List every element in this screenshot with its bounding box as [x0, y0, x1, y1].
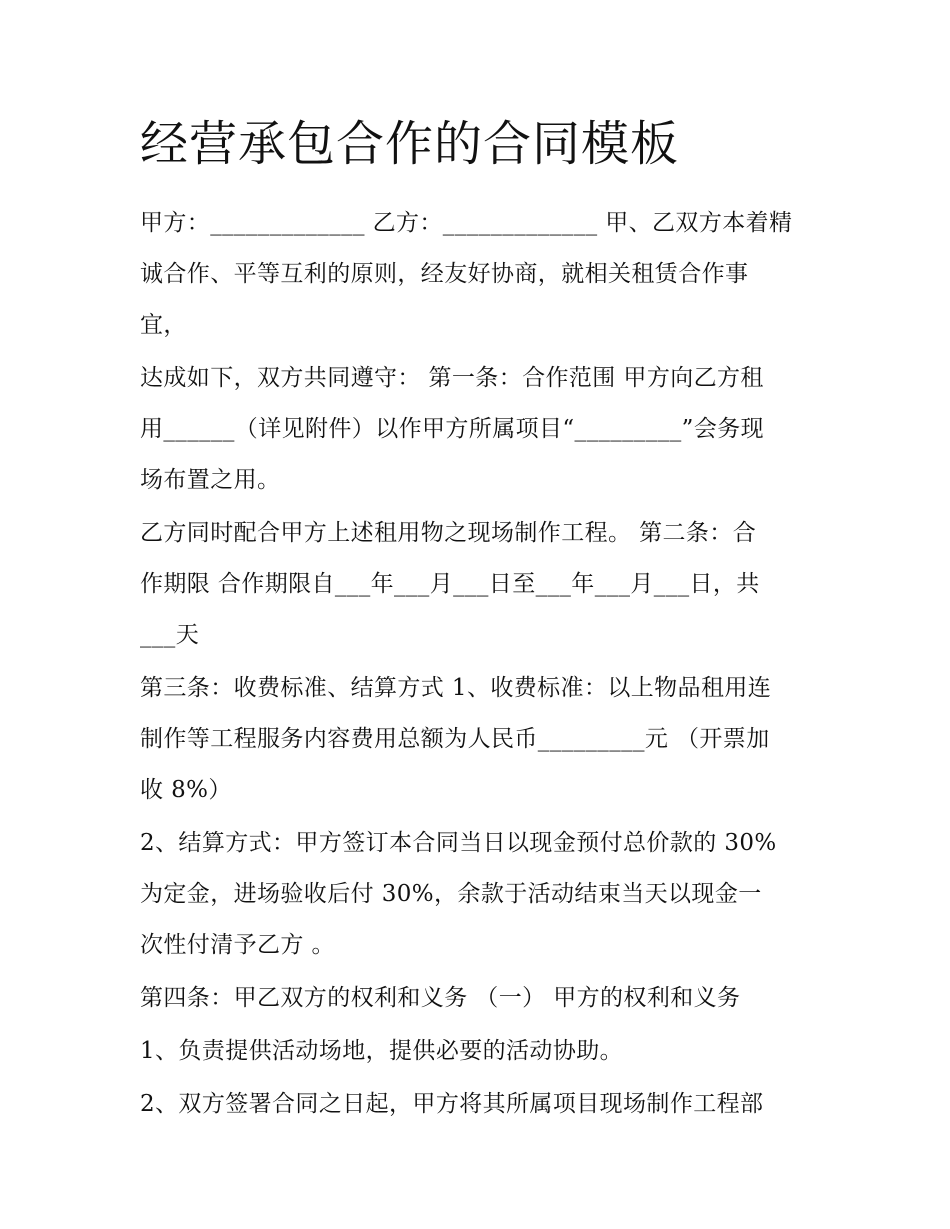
text-line: ___天 [140, 622, 200, 648]
text-line: 作期限 合作期限自___年___月___日至___年___月___日，共 [140, 571, 760, 597]
text-line: 第三条：收费标准、结算方式 1、收费标准：以上物品租用连 [140, 675, 772, 701]
text-line: 2、双方签署合同之日起，甲方将其所属项目现场制作工程部 [140, 1091, 764, 1117]
text-line: 甲方：_____________ 乙方：_____________ 甲、乙双方本着精 [140, 210, 793, 236]
text-line: 宜， [140, 312, 187, 338]
paragraph [140, 353, 810, 506]
paragraph [140, 508, 810, 661]
text-line: 乙方同时配合甲方上述租用物之现场制作工程。 第二条：合 [140, 520, 757, 546]
text-line: 场布置之用。 [140, 467, 281, 493]
paragraph [140, 1079, 810, 1130]
paragraph [140, 818, 810, 971]
paragraph [140, 198, 810, 351]
text-line: 第四条：甲乙双方的权利和义务 （一） 甲方的权利和义务 [140, 985, 741, 1011]
text-line: 2、结算方式：甲方签订本合同当日以现金预付总价款的 30% [140, 830, 777, 856]
text-line: 诚合作、平等互利的原则，经友好协商，就相关租赁合作事 [140, 261, 749, 287]
text-line: 用______（详见附件）以作甲方所属项目“_________”会务现 [140, 416, 765, 442]
document-body [140, 198, 810, 1132]
text-line: 1、负责提供活动场地，提供必要的活动协助。 [140, 1038, 624, 1064]
text-line: 达成如下，双方共同遵守： 第一条：合作范围 甲方向乙方租 [140, 365, 764, 391]
text-line: 制作等工程服务内容费用总额为人民币_________元 （开票加 [140, 726, 770, 752]
text-line: 为定金，进场验收后付 30%，余款于活动结束当天以现金一 [140, 881, 762, 907]
paragraph [140, 663, 810, 816]
paragraph [140, 973, 810, 1024]
paragraph [140, 1026, 810, 1077]
text-line: 收 8%） [140, 777, 232, 803]
document-title: 经营承包合作的合同模板 [140, 116, 680, 172]
text-line: 次性付清予乙方 。 [140, 932, 335, 958]
